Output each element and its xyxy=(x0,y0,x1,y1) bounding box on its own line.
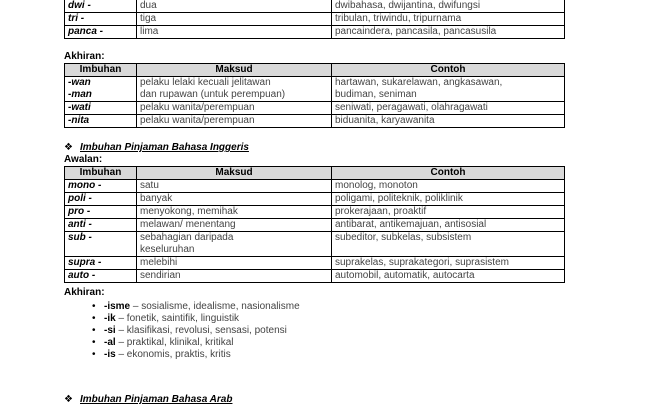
examples-cell: automobil, automatik, autocarta xyxy=(332,270,565,283)
diamond-icon: ❖ xyxy=(64,142,73,153)
affix-cell: supra - xyxy=(65,257,137,270)
examples-cell: poligami, politeknik, poliklinik xyxy=(332,193,565,206)
examples-cell: budiman, seniman xyxy=(332,89,565,102)
meaning-cell: lima xyxy=(137,26,332,39)
header-imbuhan: Imbuhan xyxy=(65,167,137,180)
suffix-examples: – fonetik, saintifik, linguistik xyxy=(115,313,240,324)
examples-cell: seniwati, peragawati, olahragawati xyxy=(332,102,565,115)
section-heading-arab xyxy=(64,394,564,406)
examples-cell: biduanita, karyawanita xyxy=(332,115,565,128)
table-row xyxy=(65,77,565,90)
examples-cell: prokerajaan, proaktif xyxy=(332,206,565,219)
table-row xyxy=(65,219,565,232)
list-item xyxy=(104,325,564,337)
meaning-cell: tiga xyxy=(137,13,332,26)
suffix-label: -ik xyxy=(104,313,116,324)
table-row xyxy=(65,89,565,102)
header-contoh: Contoh xyxy=(332,167,565,180)
top-table xyxy=(64,0,565,39)
meaning-cell: melawan/ menentang xyxy=(137,219,332,232)
table-row xyxy=(65,257,565,270)
affix-cell xyxy=(65,244,137,257)
meaning-cell: dua xyxy=(137,0,332,13)
affix-cell: -man xyxy=(65,89,137,102)
table-row xyxy=(65,115,565,128)
examples-cell xyxy=(332,244,565,257)
meaning-cell: sendirian xyxy=(137,270,332,283)
table-row xyxy=(65,206,565,219)
affix-cell: anti - xyxy=(65,219,137,232)
list-item xyxy=(104,349,564,361)
suffix-examples: – klasifikasi, revolusi, sensasi, potensi xyxy=(115,325,287,336)
examples-cell: suprakelas, suprakategori, suprasistem xyxy=(332,257,565,270)
affix-cell: tri - xyxy=(65,13,137,26)
header-imbuhan: Imbuhan xyxy=(65,64,137,77)
list-item xyxy=(104,313,564,325)
examples-cell: monolog, monoton xyxy=(332,180,565,193)
section-heading-text: Imbuhan Pinjaman Bahasa Inggeris xyxy=(80,142,249,153)
examples-cell: subeditor, subkelas, subsistem xyxy=(332,232,565,245)
affix-cell: auto - xyxy=(65,270,137,283)
affix-cell: pro - xyxy=(65,206,137,219)
examples-cell: dwibahasa, dwijantina, dwifungsi xyxy=(332,0,565,13)
meaning-cell: satu xyxy=(137,180,332,193)
affix-cell: -wati xyxy=(65,102,137,115)
examples-cell: pancaindera, pancasila, pancasusila xyxy=(332,26,565,39)
diamond-icon: ❖ xyxy=(64,394,73,405)
meaning-cell: pelaku wanita/perempuan xyxy=(137,115,332,128)
suffix-label: -si xyxy=(104,325,116,336)
affix-cell: mono - xyxy=(65,180,137,193)
section-heading-inggeris xyxy=(64,142,564,154)
affix-cell: -wan xyxy=(65,77,137,90)
meaning-cell: dan rupawan (untuk perempuan) xyxy=(137,89,332,102)
meaning-cell: pelaku lelaki kecuali jelitawan xyxy=(137,77,332,90)
examples-cell: antibarat, antikemajuan, antisosial xyxy=(332,219,565,232)
awalan-table xyxy=(64,166,565,283)
suffix-label: -al xyxy=(104,337,116,348)
akhiran-title: Akhiran: xyxy=(64,51,105,62)
table-row xyxy=(65,180,565,193)
examples-cell: hartawan, sukarelawan, angkasawan, xyxy=(332,77,565,90)
meaning-cell: keseluruhan xyxy=(137,244,332,257)
header-contoh: Contoh xyxy=(332,64,565,77)
suffix-label: -is xyxy=(104,349,116,360)
list-item xyxy=(104,301,564,313)
meaning-cell: melebihi xyxy=(137,257,332,270)
suffix-examples: – ekonomis, praktis, kritis xyxy=(115,349,231,360)
header-maksud: Maksud xyxy=(137,167,332,180)
table-row xyxy=(65,244,565,257)
table-row xyxy=(65,13,565,26)
meaning-cell: menyokong, memihak xyxy=(137,206,332,219)
akhiran-title-2: Akhiran: xyxy=(64,287,105,298)
akhiran-list xyxy=(64,301,564,361)
meaning-cell: banyak xyxy=(137,193,332,206)
affix-cell: sub - xyxy=(65,232,137,245)
table-row xyxy=(65,0,565,13)
header-maksud: Maksud xyxy=(137,64,332,77)
list-item xyxy=(104,337,564,349)
document-page xyxy=(64,0,564,361)
table-row xyxy=(65,102,565,115)
suffix-examples: – praktikal, klinikal, kritikal xyxy=(115,337,234,348)
affix-cell: poli - xyxy=(65,193,137,206)
examples-cell: tribulan, triwindu, tripurnama xyxy=(332,13,565,26)
meaning-cell: pelaku wanita/perempuan xyxy=(137,102,332,115)
affix-cell: dwi - xyxy=(65,0,137,13)
akhiran-table xyxy=(64,63,565,128)
section-heading-text: Imbuhan Pinjaman Bahasa Arab xyxy=(80,394,233,405)
table-row xyxy=(65,232,565,245)
table-row xyxy=(65,270,565,283)
awalan-title: Awalan: xyxy=(64,154,103,165)
table-row xyxy=(65,193,565,206)
suffix-examples: – sosialisme, idealisme, nasionalisme xyxy=(130,301,300,312)
suffix-label: -isme xyxy=(104,301,131,312)
affix-cell: panca - xyxy=(65,26,137,39)
meaning-cell: sebahagian daripada xyxy=(137,232,332,245)
table-row xyxy=(65,26,565,39)
affix-cell: -nita xyxy=(65,115,137,128)
